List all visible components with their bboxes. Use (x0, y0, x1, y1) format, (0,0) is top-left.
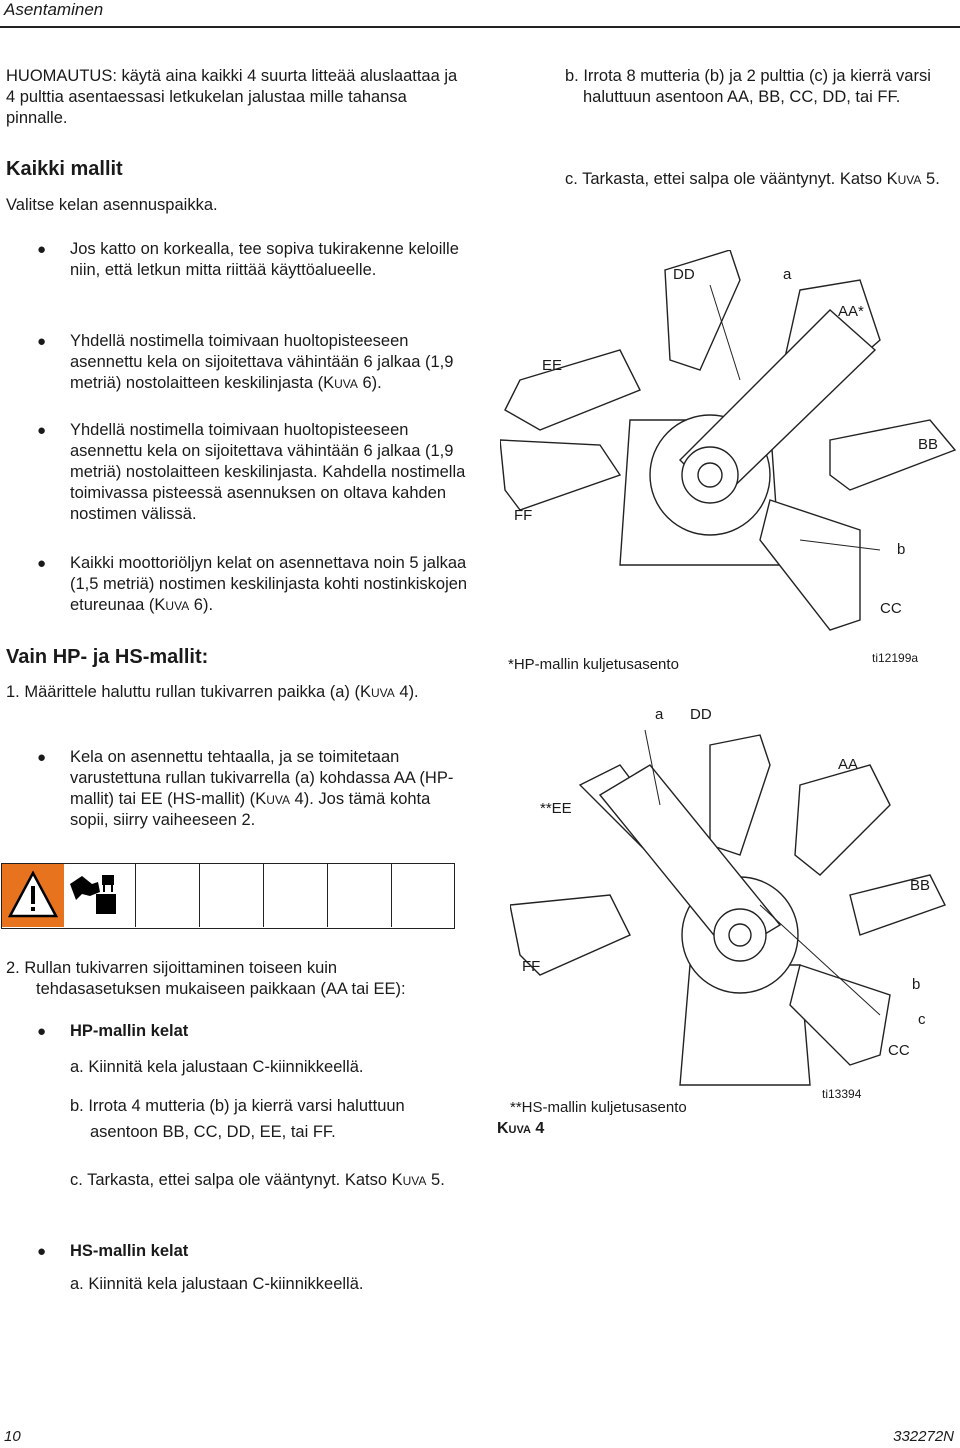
hand-crush-icon (70, 875, 116, 914)
bullet-item (37, 420, 470, 525)
warning-empty-cell (328, 864, 392, 927)
label-ff: FF (522, 958, 541, 975)
bullet-dot: ● (37, 1243, 47, 1260)
warning-symbol-box (1, 863, 455, 929)
bullet-item (37, 331, 470, 394)
warning-exclamation-bar (31, 886, 35, 904)
label-cc: CC (888, 1042, 910, 1059)
label-ff: FF (514, 507, 533, 524)
step-text: . (935, 170, 940, 188)
bullet-text: Yhdellä nostimella toimivaan huoltopisteeseen asennettu kela on sijoitettava vähintään 6 jalkaa (1,9 metriä) nostolaitteen keskilinjasta. Kahdella nostimella toimivassa pisteessä asennuksen on oltava kahden nostimen välissä. (70, 421, 466, 523)
note-paragraph: HUOMAUTUS: käytä aina kaikki 4 suurta litteää aluslaattaa ja 4 pulttia asentaessasi letkukelan jalustaa mille tahansa pinnalle. (6, 67, 458, 127)
step-text: c. Tarkasta, ettei salpa ole vääntynyt. Katso (70, 1171, 392, 1189)
bullet-dot: ● (37, 555, 47, 572)
bullet-text: Yhdellä nostimella toimivaan huoltopisteeseen asennettu kela on sijoitettava vähintään 6 jalkaa (1,9 metriä) nostolaitteen keskilinjasta ( (70, 332, 454, 392)
bullet-text: Kaikki moottoriöljyn kelat on asennettava noin 5 jalkaa (1,5 metriä) nostimen keskilinjasta kohti nostinkiskojen etureunaa ( (70, 554, 468, 614)
right-step-c (565, 169, 960, 190)
figure-id-bottom: ti13394 (822, 1087, 862, 1101)
figure-reference: Kuva 4 (255, 790, 304, 808)
step-2: 2. Rullan tukivarren sijoittaminen toiseen kuin tehdasasetuksen mukaiseen paikkaan (AA tai EE): (6, 959, 406, 998)
label-b: b (912, 976, 921, 993)
reel-spoke-bb (830, 420, 955, 490)
reel-spoke-dd (710, 735, 770, 855)
figure-title: Kuva 4 (497, 1120, 545, 1137)
step-text: ). (408, 683, 419, 701)
bullet-text: Jos katto on korkealla, tee sopiva tukirakenne keloille niin, että letkun mitta riittää käyttöalueelle. (70, 240, 459, 279)
header-rule (0, 26, 960, 28)
label-ee: EE (542, 357, 563, 374)
label-dd: DD (690, 706, 712, 723)
section-title-all-models: Kaikki mallit (6, 158, 123, 180)
figure-id-top: ti12199a (872, 651, 919, 665)
page-number: 10 (4, 1428, 21, 1445)
label-aa: AA (838, 756, 859, 773)
bullet-text: ). (202, 596, 214, 614)
warning-empty-cell (200, 864, 264, 927)
section-title-hp-hs: Vain HP- ja HS-mallit: (6, 646, 209, 668)
subsection-title: HP-mallin kelat (70, 1022, 189, 1040)
reel-diagram-hs (510, 725, 950, 1095)
figure-reference: Kuva 6 (154, 596, 203, 614)
bullet-item (37, 747, 465, 831)
warning-empty-cell (136, 864, 200, 927)
page-header-title: Asentaminen (4, 0, 104, 19)
bullet-dot: ● (37, 422, 47, 439)
document-number: 332272N (893, 1428, 954, 1445)
hp-step-a: a. Kiinnitä kela jalustaan C-kiinnikkeellä. (70, 1058, 364, 1076)
bullet-item (37, 553, 470, 616)
bullet-item-hp (37, 1021, 189, 1042)
step-text: 1. Määrittele haluttu rullan tukivarren paikka (a) ( (6, 683, 360, 701)
label-dd: DD (673, 266, 695, 283)
figure-caption-hs: **HS-mallin kuljetusasento (510, 1099, 687, 1116)
bullet-dot: ● (37, 1023, 47, 1040)
label-a: a (783, 266, 792, 283)
label-bb: BB (910, 877, 931, 894)
step-text: c. Tarkasta, ettei salpa ole vääntynyt. Katso (565, 170, 887, 188)
bullet-text: ). Jos tämä kohta sopii, siirry vaiheeseen 2. (70, 790, 431, 829)
step-text: . (440, 1171, 445, 1189)
label-aa: AA* (838, 303, 864, 320)
reel-spoke-ff (500, 440, 620, 510)
bullet-text: Kela on asennettu tehtaalla, ja se toimitetaan varustettuna rullan tukivarrella (a) kohdassa AA (HP-mallit) tai EE (HS-mallit) ( (70, 748, 454, 808)
reel-spoke-aa (795, 765, 890, 875)
bullet-dot: ● (37, 241, 47, 258)
label-c: c (918, 1011, 926, 1028)
bullet-dot: ● (37, 333, 47, 350)
warning-symbols-cell (2, 864, 136, 927)
step-1 (6, 682, 456, 703)
figure-reference: Kuva 6 (323, 374, 372, 392)
hp-step-c (70, 1167, 470, 1193)
figure-reference: Kuva 4 (360, 683, 409, 701)
reel-axle (729, 924, 751, 946)
reel-axle (698, 463, 722, 487)
bullet-dot: ● (37, 749, 47, 766)
label-bb: BB (918, 436, 939, 453)
label-b: b (897, 541, 906, 558)
figure-reference: Kuva 5 (391, 1171, 441, 1189)
figure-reference: Kuva 5 (886, 170, 936, 188)
subsection-title: HS-mallin kelat (70, 1242, 189, 1260)
warning-exclamation-dot (31, 907, 35, 911)
reel-diagram-hp (500, 250, 960, 650)
figure-caption-hp: *HP-mallin kuljetusasento (508, 656, 679, 673)
label-a: a (655, 706, 664, 723)
reel-spoke-ee (505, 350, 640, 430)
bullet-item-hs (37, 1241, 189, 1262)
reel-spoke-bb (850, 875, 945, 935)
warning-empty-cell (264, 864, 328, 927)
label-ee: **EE (540, 800, 572, 817)
hs-step-a: a. Kiinnitä kela jalustaan C-kiinnikkeellä. (70, 1275, 364, 1293)
warning-icons (2, 864, 136, 927)
hp-step-b: b. Irrota 4 mutteria (b) ja kierrä varsi haluttuun asentoon BB, CC, DD, EE, tai FF. (70, 1097, 405, 1141)
right-step-b: b. Irrota 8 mutteria (b) ja 2 pulttia (c) ja kierrä varsi haluttuun asentoon AA, BB, CC, DD, tai FF. (565, 67, 931, 106)
label-cc: CC (880, 600, 902, 617)
bullet-item (37, 239, 470, 281)
bullet-text: ). (371, 374, 382, 392)
section-intro: Valitse kelan asennuspaikka. (6, 196, 218, 214)
